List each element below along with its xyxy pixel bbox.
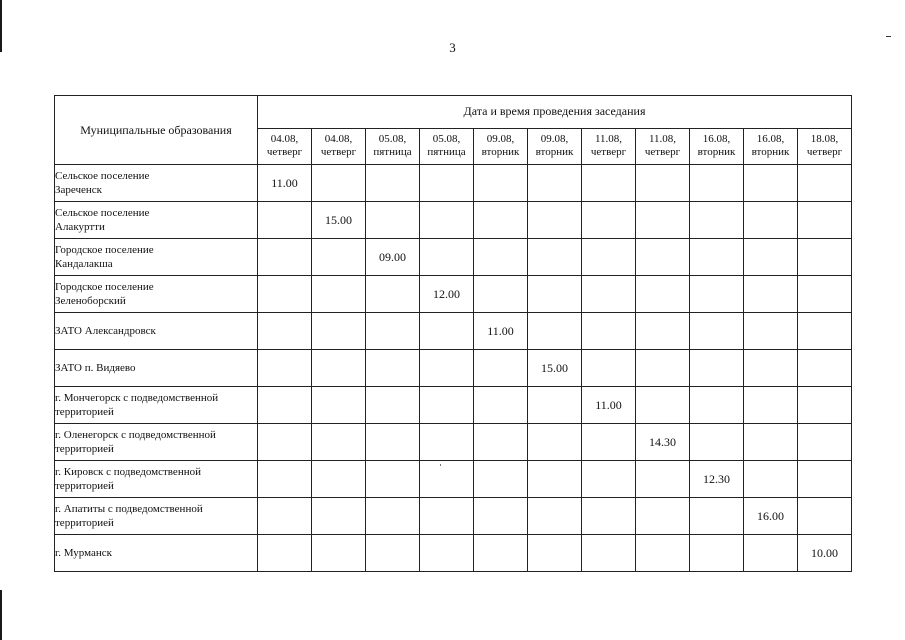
meeting-time-cell: 12.00 — [420, 276, 474, 313]
municipality-name — [55, 535, 258, 572]
empty-cell — [474, 387, 528, 424]
empty-cell — [258, 535, 312, 572]
empty-cell — [474, 535, 528, 572]
date-label: 16.08, — [756, 133, 785, 146]
empty-cell — [744, 424, 798, 461]
empty-cell — [636, 239, 690, 276]
table-header-row — [55, 96, 852, 129]
empty-cell — [690, 165, 744, 202]
empty-cell — [366, 498, 420, 535]
date-column-header — [798, 128, 852, 164]
empty-cell — [312, 239, 366, 276]
empty-cell — [636, 276, 690, 313]
table-row — [55, 461, 852, 498]
meeting-time-cell: 10.00 — [798, 535, 852, 572]
empty-cell — [744, 461, 798, 498]
empty-cell — [258, 276, 312, 313]
empty-cell — [690, 498, 744, 535]
municipality-name-line: территорией — [55, 517, 114, 529]
date-column-header — [582, 128, 636, 164]
empty-cell — [636, 498, 690, 535]
date-label: 09.08, — [540, 133, 569, 146]
date-label: 18.08, — [810, 133, 839, 146]
empty-cell — [690, 239, 744, 276]
empty-cell — [582, 165, 636, 202]
table-row — [55, 535, 852, 572]
empty-cell — [528, 239, 582, 276]
empty-cell — [312, 165, 366, 202]
empty-cell — [528, 165, 582, 202]
empty-cell — [582, 313, 636, 350]
empty-cell — [258, 202, 312, 239]
empty-cell — [528, 498, 582, 535]
weekday-label: четверг — [590, 146, 627, 159]
municipality-name-line: г. Мурманск — [55, 547, 112, 559]
empty-cell — [636, 535, 690, 572]
meeting-time-cell: 16.00 — [744, 498, 798, 535]
weekday-label: пятница — [427, 146, 466, 159]
empty-cell — [420, 350, 474, 387]
empty-cell — [528, 461, 582, 498]
empty-cell — [582, 350, 636, 387]
empty-cell — [582, 276, 636, 313]
municipality-name-line: Городское поселение — [55, 281, 154, 293]
empty-cell — [528, 202, 582, 239]
date-column-header — [636, 128, 690, 164]
table-row — [55, 239, 852, 276]
empty-cell — [366, 424, 420, 461]
empty-cell — [366, 276, 420, 313]
municipality-name-line: Сельское поселение — [55, 170, 150, 182]
date-column-header — [366, 128, 420, 164]
municipality-name-line: ЗАТО Александровск — [55, 325, 156, 337]
empty-cell — [582, 424, 636, 461]
municipality-name — [55, 165, 258, 202]
empty-cell — [258, 313, 312, 350]
weekday-label: четверг — [644, 146, 681, 159]
date-label: 04.08, — [270, 133, 299, 146]
municipality-name-line: Городское поселение — [55, 244, 154, 256]
empty-cell — [690, 202, 744, 239]
municipal-header: Муниципальные образования — [55, 96, 258, 165]
date-column-header — [690, 128, 744, 164]
empty-cell — [636, 165, 690, 202]
empty-cell — [690, 276, 744, 313]
meeting-time-cell: 14.30 — [636, 424, 690, 461]
empty-cell — [366, 313, 420, 350]
empty-cell — [636, 387, 690, 424]
empty-cell — [420, 239, 474, 276]
empty-cell — [636, 313, 690, 350]
empty-cell — [798, 202, 852, 239]
date-label: 05.08, — [432, 133, 461, 146]
table-row — [55, 387, 852, 424]
empty-cell — [420, 461, 474, 498]
municipality-name — [55, 313, 258, 350]
empty-cell — [690, 424, 744, 461]
empty-cell — [636, 461, 690, 498]
empty-cell — [582, 498, 636, 535]
municipality-name — [55, 239, 258, 276]
municipality-name — [55, 424, 258, 461]
empty-cell — [798, 313, 852, 350]
empty-cell — [690, 535, 744, 572]
date-label: 05.08, — [378, 133, 407, 146]
empty-cell — [366, 165, 420, 202]
empty-cell — [474, 498, 528, 535]
empty-cell — [258, 350, 312, 387]
date-column-header — [744, 128, 798, 164]
empty-cell — [258, 461, 312, 498]
empty-cell — [312, 350, 366, 387]
empty-cell — [474, 239, 528, 276]
empty-cell — [582, 535, 636, 572]
meeting-time-cell: 12.30 — [690, 461, 744, 498]
page-edge-line — [0, 590, 2, 640]
empty-cell — [690, 350, 744, 387]
table-row — [55, 276, 852, 313]
table-row — [55, 313, 852, 350]
empty-cell — [366, 202, 420, 239]
empty-cell — [744, 387, 798, 424]
schedule-body — [55, 165, 852, 572]
municipality-name — [55, 202, 258, 239]
empty-cell — [744, 350, 798, 387]
date-column-header — [258, 128, 312, 164]
municipality-name-line: г. Мончегорск с подведомственной — [55, 392, 219, 404]
empty-cell — [798, 424, 852, 461]
municipality-name-line: Алакуртти — [55, 221, 105, 233]
municipality-name-line: территорией — [55, 480, 114, 492]
municipality-name — [55, 498, 258, 535]
empty-cell — [420, 165, 474, 202]
weekday-label: вторник — [535, 146, 574, 159]
page-number: 3 — [449, 40, 456, 55]
schedule-table — [54, 95, 852, 572]
empty-cell — [636, 350, 690, 387]
empty-cell — [474, 276, 528, 313]
empty-cell — [312, 461, 366, 498]
empty-cell — [420, 387, 474, 424]
municipality-name-line: территорией — [55, 406, 114, 418]
municipality-name-line: ЗАТО п. Видяево — [55, 362, 136, 374]
empty-cell — [690, 387, 744, 424]
municipality-name-line: территорией — [55, 443, 114, 455]
empty-cell — [312, 313, 366, 350]
empty-cell — [798, 276, 852, 313]
date-label: 11.08, — [594, 133, 623, 146]
municipality-name-line: Зареченск — [55, 184, 103, 196]
date-column-header — [528, 128, 582, 164]
municipality-name-line: Зеленоборский — [55, 295, 126, 307]
municipality-name — [55, 350, 258, 387]
empty-cell — [474, 202, 528, 239]
empty-cell — [582, 202, 636, 239]
weekday-label: вторник — [697, 146, 736, 159]
municipality-name — [55, 461, 258, 498]
weekday-label: пятница — [373, 146, 412, 159]
date-label: 09.08, — [486, 133, 515, 146]
date-column-header — [312, 128, 366, 164]
date-label: 04.08, — [324, 133, 353, 146]
empty-cell — [420, 498, 474, 535]
empty-cell — [528, 387, 582, 424]
empty-cell — [798, 165, 852, 202]
date-label: 11.08, — [648, 133, 677, 146]
empty-cell — [420, 202, 474, 239]
municipality-name-line: Кандалакша — [55, 258, 113, 270]
empty-cell — [258, 424, 312, 461]
table-row — [55, 350, 852, 387]
municipality-name-line: г. Оленегорск с подведомственной — [55, 429, 216, 441]
empty-cell — [420, 313, 474, 350]
empty-cell — [528, 424, 582, 461]
municipality-name — [55, 276, 258, 313]
meeting-time-cell: 15.00 — [312, 202, 366, 239]
table-row — [55, 165, 852, 202]
meeting-time-cell: 15.00 — [528, 350, 582, 387]
empty-cell — [690, 313, 744, 350]
empty-cell — [258, 387, 312, 424]
empty-cell — [366, 461, 420, 498]
empty-cell — [798, 239, 852, 276]
empty-cell — [258, 239, 312, 276]
municipality-name — [55, 387, 258, 424]
weekday-label: вторник — [481, 146, 520, 159]
empty-cell — [420, 424, 474, 461]
date-column-header — [474, 128, 528, 164]
empty-cell — [744, 239, 798, 276]
empty-cell — [798, 461, 852, 498]
municipality-name-line: г. Апатиты с подведомственной — [55, 503, 203, 515]
empty-cell — [366, 387, 420, 424]
empty-cell — [798, 498, 852, 535]
meeting-time-cell: 11.00 — [582, 387, 636, 424]
weekday-label: четверг — [806, 146, 843, 159]
meeting-time-cell: 11.00 — [474, 313, 528, 350]
empty-cell — [582, 239, 636, 276]
empty-cell — [366, 350, 420, 387]
weekday-label: четверг — [266, 146, 303, 159]
empty-cell — [366, 535, 420, 572]
empty-cell — [312, 498, 366, 535]
weekday-label: вторник — [751, 146, 790, 159]
meeting-time-cell: 11.00 — [258, 165, 312, 202]
municipality-name-line: г. Кировск с подведомственной — [55, 466, 201, 478]
empty-cell — [312, 387, 366, 424]
empty-cell — [420, 535, 474, 572]
empty-cell — [312, 535, 366, 572]
municipality-name-line: Сельское поселение — [55, 207, 150, 219]
empty-cell — [636, 202, 690, 239]
empty-cell — [474, 165, 528, 202]
scan-mark — [886, 36, 891, 37]
empty-cell — [744, 165, 798, 202]
empty-cell — [474, 424, 528, 461]
empty-cell — [312, 276, 366, 313]
empty-cell — [744, 202, 798, 239]
empty-cell — [528, 535, 582, 572]
weekday-label: четверг — [320, 146, 357, 159]
table-row — [55, 424, 852, 461]
empty-cell — [528, 313, 582, 350]
date-time-group-header: Дата и время проведения заседания — [258, 96, 852, 129]
date-label: 16.08, — [702, 133, 731, 146]
empty-cell — [744, 313, 798, 350]
empty-cell — [798, 350, 852, 387]
empty-cell — [582, 461, 636, 498]
date-column-header — [420, 128, 474, 164]
empty-cell — [528, 276, 582, 313]
table-row — [55, 202, 852, 239]
empty-cell — [798, 387, 852, 424]
table-row — [55, 498, 852, 535]
meeting-time-cell: 09.00 — [366, 239, 420, 276]
empty-cell — [744, 535, 798, 572]
empty-cell — [474, 461, 528, 498]
empty-cell — [474, 350, 528, 387]
empty-cell — [744, 276, 798, 313]
empty-cell — [258, 498, 312, 535]
empty-cell — [312, 424, 366, 461]
